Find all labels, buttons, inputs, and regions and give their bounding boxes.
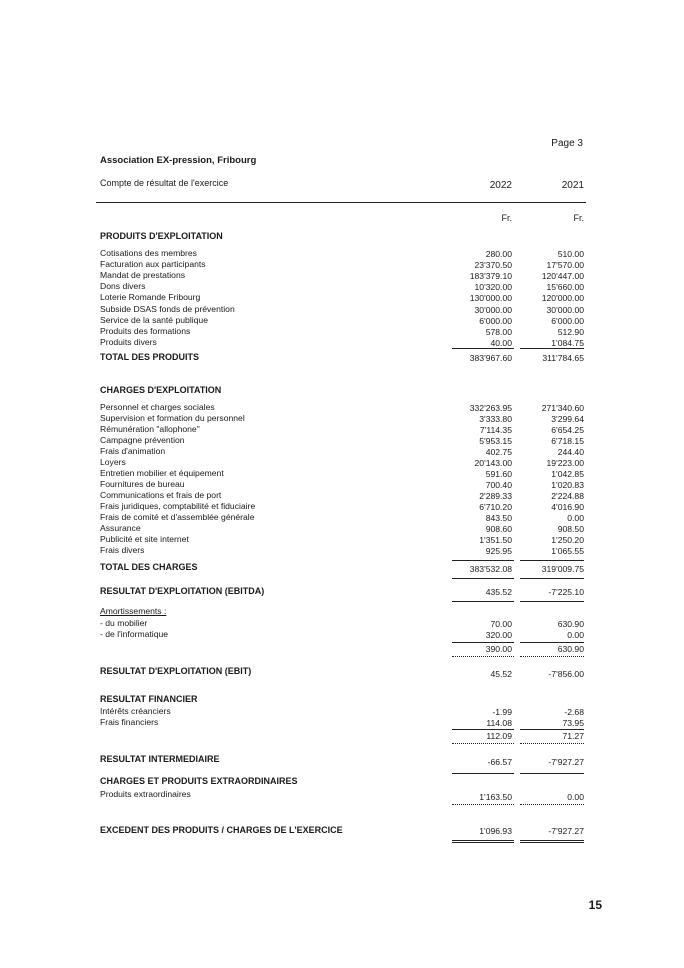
amort-dotted-2022 (452, 656, 514, 657)
financier-row-label: Frais financiers (100, 717, 159, 727)
charges-row-value-2021: 1'065.55 (551, 546, 584, 556)
charges-row-value-2022: 843.50 (485, 513, 512, 523)
ebitda-line-2021 (520, 601, 584, 602)
charges-row-value-2022: 5'953.15 (479, 436, 512, 446)
charges-row-value-2022: 7'114.35 (479, 425, 512, 435)
charges-row-value-2022: 402.75 (485, 447, 512, 457)
charges-row-label: Personnel et charges sociales (100, 402, 215, 412)
charges-row-value-2021: 6'718.15 (551, 436, 584, 446)
produits-row-value-2022: 6'000.00 (479, 315, 512, 326)
amortissements-title: Amortissements : (100, 606, 167, 616)
fin-sum-line-2021 (520, 729, 584, 730)
produits-row-label: Produits divers (100, 336, 157, 347)
ebitda-label: RESULTAT D'EXPLOITATION (EBITDA) (100, 586, 265, 596)
produits-title: PRODUITS D'EXPLOITATION (100, 231, 223, 241)
footer-page-number: 15 (588, 898, 602, 912)
charges-row-label: Rémunération "allophone" (100, 424, 200, 434)
amortissements-row-label: - de l'informatique (100, 629, 169, 639)
intermediaire-2021: -7'927.27 (548, 757, 584, 767)
amortissements-row-value-2021: 630.90 (557, 619, 584, 629)
amortissements-row-value-2021: 0.00 (567, 630, 584, 640)
amortissements-row-label: - du mobilier (100, 618, 148, 628)
charges-row-value-2022: 591.60 (485, 469, 512, 479)
charges-row-value-2022: 1'351.50 (479, 535, 512, 545)
excedent-2022: 1'096.93 (479, 826, 512, 836)
produits-row-label: Cotisations des membres (100, 248, 197, 258)
charges-row-value-2022: 908.60 (485, 524, 512, 534)
amortissements-row-value-2022: 70.00 (490, 619, 512, 629)
amortissements-total-2022: 390.00 (485, 644, 512, 654)
charges-row-value-2022: 2'289.33 (479, 491, 512, 501)
header-rule (96, 202, 586, 203)
total-produits-2021: 311'784.65 (542, 353, 584, 363)
financier-total-2022: 112.09 (486, 731, 512, 741)
total-charges-label: TOTAL DES CHARGES (100, 562, 198, 572)
ebit-label: RESULTAT D'EXPLOITATION (EBIT) (100, 666, 252, 676)
extraordinaires-title: CHARGES ET PRODUITS EXTRAORDINAIRES (100, 776, 298, 786)
charges-row-value-2021: 3'299.64 (551, 414, 584, 424)
charges-row-label: Publicité et site internet (100, 534, 189, 544)
charges-row-value-2022: 925.95 (485, 546, 512, 556)
charges-row-value-2021: 1'020.83 (551, 480, 584, 490)
amortissements-total-2021: 630.90 (557, 644, 584, 654)
financier-row-value-2021: 73.95 (562, 718, 584, 728)
charges-row-value-2021: 19'223.00 (546, 458, 584, 468)
charges-row-label: Frais de comité et d'assemblée générale (100, 512, 255, 522)
amort-dotted-2021 (520, 656, 584, 657)
charges-row-label: Campagne prévention (100, 435, 185, 445)
produits-extraordinaires-label: Produits extraordinaires (100, 789, 191, 799)
produits-row-label: Loterie Romande Fribourg (100, 292, 201, 303)
ebitda-line-2022 (452, 601, 514, 602)
charges-sum-line-2022 (452, 560, 514, 561)
produits-row-label: Subside DSAS fonds de prévention (100, 303, 235, 314)
page-label: Page 3 (551, 138, 583, 149)
charges-total-line-2021 (520, 578, 584, 579)
charges-total-line-2022 (452, 578, 514, 579)
produits-row-value-2021: 512.90 (557, 326, 584, 337)
fin-dotted-2022 (452, 743, 514, 744)
charges-row-label: Frais juridiques, comptabilité et fiduciaire (100, 501, 256, 511)
ebitda-2022: 435.52 (485, 587, 512, 597)
fin-dotted-2021 (520, 743, 584, 744)
ebit-2022: 45.52 (490, 669, 512, 679)
amortissements-row-value-2022: 320.00 (485, 630, 512, 640)
charges-row-value-2021: 2'224.88 (551, 491, 584, 501)
excedent-double-line-2021 (520, 840, 584, 843)
produits-row-value-2022: 30'000.00 (474, 304, 512, 315)
produits-row-value-2022: 578.00 (485, 326, 512, 337)
produits-row-value-2022: 10'320.00 (474, 282, 512, 293)
produits-row-label: Service de la santé publique (100, 314, 208, 325)
produits-row-value-2021: 30'000.00 (546, 304, 584, 315)
charges-row-value-2021: 271'340.60 (541, 403, 584, 413)
intermediaire-label: RESULTAT INTERMEDIAIRE (100, 754, 220, 764)
total-produits-2022: 383'967.60 (469, 353, 512, 363)
charges-row-value-2021: 4'016.90 (551, 502, 584, 512)
produits-row-label: Produits des formations (100, 325, 191, 336)
year-2021-header: 2021 (561, 180, 584, 191)
financier-row-value-2021: -2.68 (564, 707, 584, 717)
year-2022-header: 2022 (489, 180, 512, 191)
charges-row-value-2021: 6'654.25 (551, 425, 584, 435)
produits-row-value-2022: 280.00 (485, 249, 512, 259)
extra-dotted-2022 (452, 804, 514, 805)
produits-row-value-2021: 6'000.00 (551, 315, 584, 326)
charges-sum-line-2021 (520, 560, 584, 561)
amort-sum-line-2021 (520, 642, 584, 643)
financier-row-value-2022: -1.99 (492, 707, 512, 717)
produits-row-value-2021: 15'660.00 (546, 282, 584, 293)
produits-extraordinaires-2021: 0.00 (567, 792, 584, 802)
intermediaire-line-2021 (520, 773, 584, 774)
currency-2022: Fr. (501, 213, 512, 223)
charges-row-label: Assurance (100, 523, 141, 533)
produits-row-value-2022: 23'370.50 (474, 260, 512, 271)
financier-row-value-2022: 114.08 (486, 718, 512, 728)
produits-row-value-2022: 40.00 (490, 337, 512, 348)
produits-row-value-2021: 17'570.00 (546, 260, 584, 271)
charges-row-label: Loyers (100, 457, 126, 467)
charges-row-label: Supervision et formation du personnel (100, 413, 245, 423)
org-name: Association EX-pression, Fribourg (100, 155, 257, 166)
charges-row-value-2021: 1'250.20 (551, 535, 584, 545)
produits-sum-line-2021 (520, 348, 584, 349)
charges-row-value-2021: 908.50 (557, 524, 584, 534)
charges-row-label: Frais divers (100, 545, 145, 555)
produits-row-value-2022: 130'000.00 (469, 293, 512, 304)
fin-sum-line-2022 (452, 729, 514, 730)
financier-total-2021: 71.27 (562, 731, 584, 741)
intermediaire-line-2022 (452, 773, 514, 774)
ebitda-2021: -7'225.10 (548, 587, 584, 597)
charges-row-label: Fournitures de bureau (100, 479, 185, 489)
produits-row-value-2022: 183'379.10 (469, 271, 512, 282)
produits-row-value-2021: 120'000.00 (541, 293, 584, 304)
charges-row-value-2022: 6'710.20 (479, 502, 512, 512)
charges-row-value-2022: 700.40 (485, 480, 512, 490)
charges-row-value-2021: 0.00 (567, 513, 584, 523)
currency-2021: Fr. (573, 213, 584, 223)
charges-row-label: Frais d'animation (100, 446, 166, 456)
extra-dotted-2021 (520, 804, 584, 805)
charges-row-value-2021: 1'042.85 (551, 469, 584, 479)
produits-row-value-2021: 1'084.75 (551, 337, 584, 348)
charges-row-value-2022: 20'143.00 (474, 458, 512, 468)
excedent-2021: -7'927.27 (548, 826, 584, 836)
charges-row-value-2021: 244.40 (557, 447, 584, 457)
total-charges-2021: 319'009.75 (541, 564, 584, 574)
total-charges-2022: 383'532.08 (469, 564, 512, 574)
charges-row-value-2022: 332'263.95 (469, 403, 512, 413)
produits-row-label: Facturation aux participants (100, 259, 206, 270)
intermediaire-2022: -66.57 (487, 757, 512, 767)
produits-row-value-2021: 120'447.00 (541, 271, 584, 282)
excedent-label: EXCEDENT DES PRODUITS / CHARGES DE L'EXERCICE (100, 825, 343, 835)
charges-row-label: Entretien mobilier et équipement (100, 468, 224, 478)
charges-row-label: Communications et frais de port (100, 490, 222, 500)
amort-sum-line-2022 (452, 642, 514, 643)
produits-row-label: Mandat de prestations (100, 270, 186, 281)
ebit-2021: -7'856.00 (548, 669, 584, 679)
charges-row-value-2022: 3'333.80 (479, 414, 512, 424)
produits-extraordinaires-2022: 1'163.50 (479, 792, 512, 802)
produits-row-label: Dons divers (100, 281, 146, 292)
charges-title: CHARGES D'EXPLOITATION (100, 385, 222, 395)
excedent-double-line-2022 (452, 840, 514, 843)
produits-row-value-2021: 510.00 (557, 249, 584, 259)
produits-sum-line-2022 (452, 348, 514, 349)
financier-title: RESULTAT FINANCIER (100, 694, 198, 704)
total-produits-label: TOTAL DES PRODUITS (100, 352, 200, 362)
financier-row-label: Intérêts créanciers (100, 706, 171, 716)
statement-subtitle: Compte de résultat de l'exercice (100, 178, 229, 188)
